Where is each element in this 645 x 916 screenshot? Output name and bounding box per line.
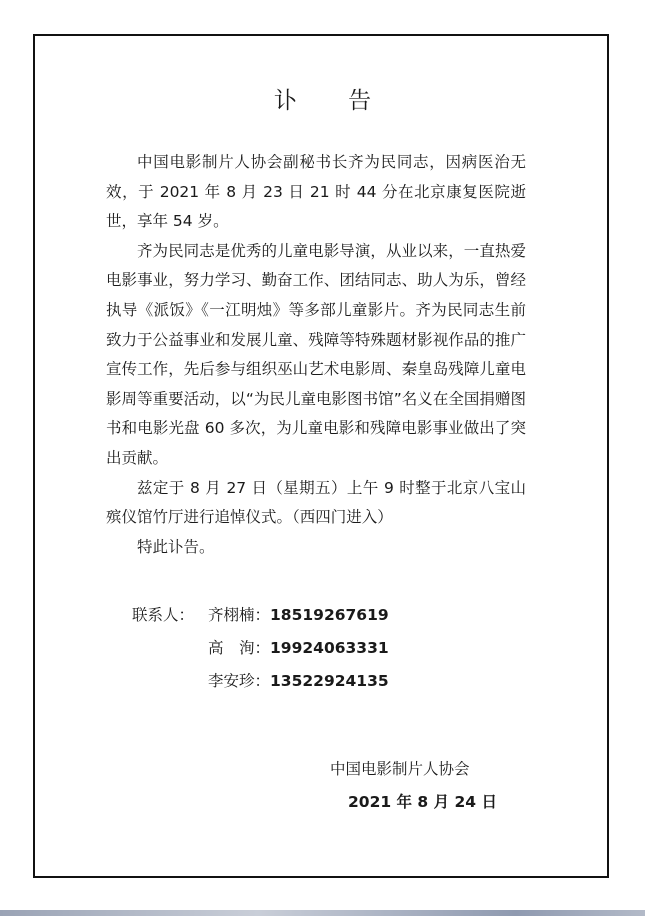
contact-name: 高 洵： [208, 639, 271, 657]
contacts-label: 联系人： [132, 606, 195, 624]
contact-row [208, 636, 389, 660]
paragraph-announcement: 中国电影制片人协会副秘书长齐为民同志，因病医治无效，于 2021 年 8 月 23 日 21 时 44 分在北京康复医院逝世，享年 54 岁。 [106, 153, 526, 231]
contact-phone: 13522924135 [270, 672, 389, 690]
contact-row [208, 669, 389, 693]
notice-body [106, 148, 526, 562]
signature-date: 2021 年 8 月 24 日 [348, 793, 497, 811]
bottom-edge-strip [0, 910, 645, 916]
paragraph-biography: 齐为民同志是优秀的儿童电影导演，从业以来，一直热爱电影事业，努力学习、勤奋工作、团结同志、助人为乐，曾经执导《派饭》《一江明烛》等多部儿童影片。齐为民同志生前致力于公益事业和发展儿童、残障等特殊题材影视作品的推广宣传工作，先后参与组织巫山艺术电影周、秦皇岛残障儿童电影周等重要活动，以“为民儿童电影图书馆”名义在全国捐赠图书和电影光盘 60 多次，为儿童电影和残障电影事业做出了突出贡献。 [106, 241, 526, 467]
contact-name: 齐栩楠： [208, 606, 271, 624]
contact-phone: 19924063331 [270, 639, 389, 657]
notice-title: 讣 告 [273, 88, 394, 114]
contact-name: 李安珍： [208, 672, 271, 690]
paragraph-closing: 特此讣告。 [137, 537, 215, 556]
contact-phone: 18519267619 [270, 606, 389, 624]
paragraph-memorial: 兹定于 8 月 27 日（星期五）上午 9 时整于北京八宝山殡仪馆竹厅进行追悼仪式。（西四门进入） [106, 478, 526, 527]
contact-row [208, 603, 389, 627]
signature-organization: 中国电影制片人协会 [330, 760, 470, 778]
